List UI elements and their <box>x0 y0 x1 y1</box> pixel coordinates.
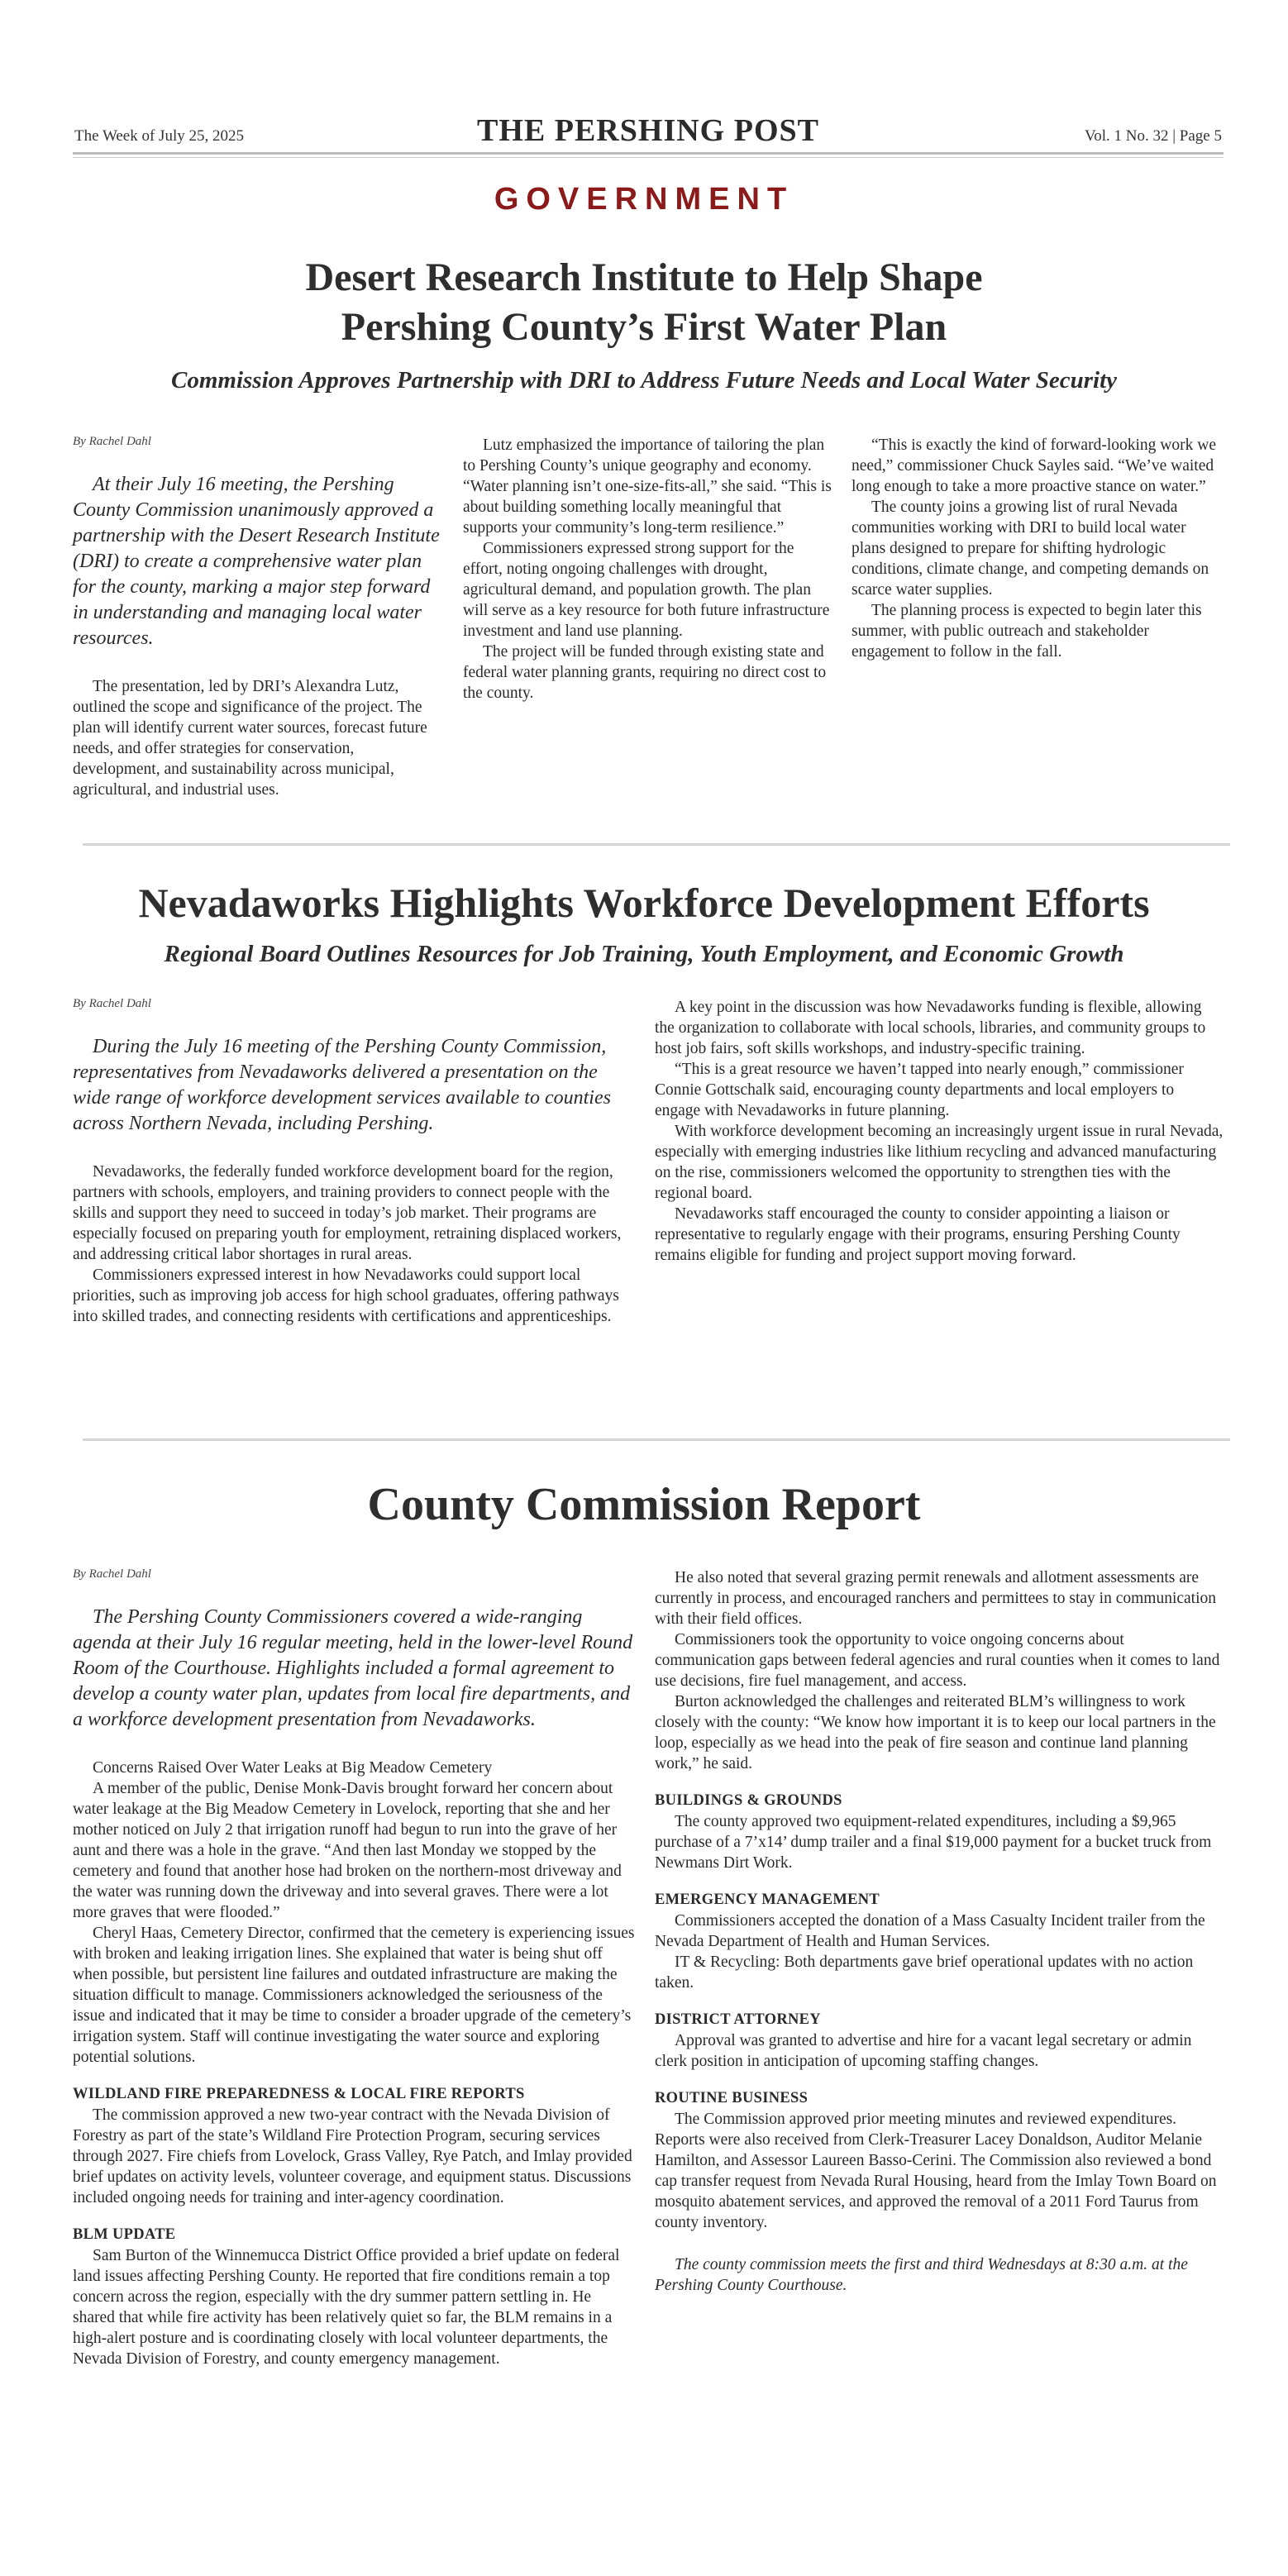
paragraph: Sam Burton of the Winnemucca District Office provided a brief update on federal land issues affecting Pershing County. He reported that fire conditions remain a top concern across the region, especially with the dry summer pattern settling in. He shared that while fire activity has been relatively quiet so far, the BLM remains in a high-alert posture and is coordinating closely with local volunteer departments, the Nevada Division of Forestry, and county emergency management. <box>73 2247 620 2368</box>
article3-column-2 <box>655 1567 1224 2296</box>
article2-lede: During the July 16 meeting of the Pershing County Commission, representatives from Nevadaworks delivered a presentation on the wide range of workforce development services available to counties across Northern Nevada, including Pershing. <box>73 1036 611 1134</box>
article1-byline: By Rachel Dahl <box>73 435 151 448</box>
article1-lede: At their July 16 meeting, the Pershing County Commission unanimously approved a partnership with the Desert Research Institute (DRI) to create a comprehensive water plan for the county, marking a major step forward in understanding and managing local water resources. <box>73 474 440 649</box>
paragraph: Commissioners accepted the donation of a Mass Casualty Incident trailer from the Nevada Department of Health and Human Services. <box>655 1912 1205 1950</box>
article1-column-1 <box>73 435 445 800</box>
paragraph: A key point in the discussion was how Nevadaworks funding is flexible, allowing the organization to collaborate with local schools, libraries, and community groups to host job fairs, soft skills workshops, and industry-specific training. <box>655 999 1206 1057</box>
article3-body-1 <box>73 1758 635 2369</box>
paragraph: Nevadaworks, the federally funded workforce development board for the region, partners with schools, employers, and training providers to connect people with the skills and support they need to succeed in today’s job market. Their programs are especially focused on preparing youth for employment, retraining displaced workers, and addressing critical labor shortages in rural areas. <box>73 1163 622 1263</box>
paragraph: Lutz emphasized the importance of tailoring the plan to Pershing County’s unique geography and economy. “Water planning isn’t one-size-fits-all,” she said. “This is about building something locally meaningful that supports your community’s long-term resilience.” <box>463 436 832 537</box>
paragraph: IT & Recycling: Both departments gave brief operational updates with no action taken. <box>655 1953 1194 1992</box>
issue-date: The Week of July 25, 2025 <box>74 127 244 145</box>
routine-business-subhead: ROUTINE BUSINESS <box>655 2090 809 2106</box>
emergency-subhead: EMERGENCY MANAGEMENT <box>655 1891 880 1908</box>
paragraph: Commissioners expressed interest in how Nevadaworks could support local priorities, such as improving job access for high school graduates, offering pathways into skilled trades, and connecting residents with certifications and apprenticeships. <box>73 1267 619 1325</box>
article3-headline: County Commission Report <box>367 1479 921 1530</box>
section-divider <box>83 1438 1230 1441</box>
paragraph: “This is exactly the kind of forward-looking work we need,” commissioner Chuck Sayles said. “We’ve waited long enough to take a more proactive stance on water.” <box>852 436 1216 495</box>
article1-headline-line2: Pershing County’s First Water Plan <box>341 305 947 349</box>
article1-column-2 <box>463 435 832 704</box>
article2-dek: Regional Board Outlines Resources for Job Training, Youth Employment, and Economic Growth <box>164 941 1124 967</box>
article2-body-1 <box>73 1162 635 1327</box>
paragraph: Approval was granted to advertise and hire for a vacant legal secretary or admin clerk position in anticipation of upcoming staffing changes. <box>655 2032 1192 2070</box>
paragraph: The county joins a growing list of rural Nevada communities working with DRI to build local water plans designed to prepare for shifting hydrologic conditions, climate change, and competing demands on scarce water supplies. <box>852 499 1209 599</box>
paragraph: With workforce development becoming an increasingly urgent issue in rural Nevada, especially with emerging industries like lithium recycling and advanced manufacturing on the rise, commissioners welcomed the opportunity to strengthen ties with the regional board. <box>655 1123 1224 1202</box>
article2-headline: Nevadaworks Highlights Workforce Development Efforts <box>138 880 1150 926</box>
article1-body-1 <box>73 676 445 800</box>
article1-headline-line1: Desert Research Institute to Help Shape <box>305 255 983 299</box>
article3-byline: By Rachel Dahl <box>73 1567 151 1581</box>
buildings-subhead: BUILDINGS & GROUNDS <box>655 1792 842 1809</box>
newspaper-title: THE PERSHING POST <box>477 113 819 148</box>
paragraph: Burton acknowledged the challenges and reiterated BLM’s willingness to work closely with the county: “We know how important it is to keep our local partners in the loop, especially as we head into the peak of fire season and continue land planning work,” he said. <box>655 1693 1216 1772</box>
paragraph: The project will be funded through existing state and federal water planning grants, requiring no direct cost to the county. <box>463 643 827 702</box>
district-attorney-subhead: DISTRICT ATTORNEY <box>655 2011 821 2028</box>
paragraph: The presentation, led by DRI’s Alexandra Lutz, outlined the scope and significance of the project. The plan will identify current water sources, forecast future needs, and offer strategies for conservation, development, and sustainability across municipal, agricultural, and industrial uses. <box>73 678 427 799</box>
article2-byline: By Rachel Dahl <box>73 997 151 1010</box>
paragraph: He also noted that several grazing permit renewals and allotment assessments are currently in process, and encouraged ranchers and permittees to stay in communication with their field offices. <box>655 1569 1217 1628</box>
paragraph: The Commission approved prior meeting minutes and reviewed expenditures. Reports were also received from Clerk-Treasurer Lacey Donaldson, Auditor Melanie Hamilton, and Assessor Laureen Basso-Cerini. The Commission also reviewed a bond cap transfer request from Nevada Rural Housing, heard from the Imlay Town Board on mosquito abatement services, and approved the removal of a 2011 Ford Taurus from county inventory. <box>655 2111 1217 2231</box>
article2-column-1 <box>73 997 635 1327</box>
article2-column-2 <box>655 997 1224 1266</box>
fire-subhead: WILDLAND FIRE PREPAREDNESS & LOCAL FIRE REPORTS <box>73 2086 525 2102</box>
article3-column-1 <box>73 1567 635 2369</box>
paragraph: The county approved two equipment-related expenditures, including a $9,965 purchase of a 7’x14’ dump trailer and a final $19,000 payment for a bucket truck from Newmans Dirt Work. <box>655 1813 1212 1872</box>
article3-lede: The Pershing County Commissioners covered a wide-ranging agenda at their July 16 regular meeting, held in the lower-level Round Room of the Courthouse. Highlights included a formal agreement to develop a county water plan, updates from local fire departments, and a workforce development presentation from Nevadaworks. <box>73 1606 633 1730</box>
masthead <box>73 114 1224 150</box>
masthead-rule-thin <box>73 157 1224 158</box>
volume-page: Vol. 1 No. 32 | Page 5 <box>1084 127 1222 145</box>
article1-headline <box>0 253 1288 352</box>
masthead-rule <box>73 152 1224 155</box>
paragraph: A member of the public, Denise Monk-Davis brought forward her concern about water leakage at the Big Meadow Cemetery in Lovelock, reporting that she and her mother noticed on July 2 that irrigation runoff had begun to run into the grave of her aunt and there was a hole in the grave. “And then last Monday we stopped by the cemetery and found that another hose had broken on the northern-most driveway and the water was running down the driveway and into several graves. There were a lot more graves that were flooded.” <box>73 1780 622 1921</box>
article1-dek: Commission Approves Partnership with DRI to Address Future Needs and Local Water Security <box>170 367 1118 394</box>
blm-subhead: BLM UPDATE <box>73 2226 176 2243</box>
paragraph: Cheryl Haas, Cemetery Director, confirmed that the cemetery is experiencing issues with broken and leaking irrigation lines. She explained that water is being shut off when possible, but persistent line failures and outdated infrastructure are making the situation difficult to manage. Commissioners acknowledged the seriousness of the issue and indicated that it may be time to consider a broader upgrade of the cemetery’s irrigation system. Staff will continue investigating the water source and exploring potential solutions. <box>73 1925 635 2066</box>
paragraph: Commissioners expressed strong support for the effort, noting ongoing challenges with drought, agricultural demand, and population growth. The plan will serve as a key resource for both future infrastructure investment and land use planning. <box>463 540 830 640</box>
article1-column-3 <box>852 435 1224 662</box>
section-label: GOVERNMENT <box>494 182 794 217</box>
cemetery-title: Concerns Raised Over Water Leaks at Big Meadow Cemetery <box>93 1759 493 1777</box>
paragraph: “This is a great resource we haven’t tapped into nearly enough,” commissioner Connie Gottschalk said, encouraging county departments and local employers to engage with Nevadaworks in future planning. <box>655 1061 1184 1119</box>
paragraph: The commission approved a new two-year contract with the Nevada Division of Forestry as part of the state’s Wildland Fire Protection Program, securing services through 2027. Fire chiefs from Lovelock, Grass Valley, Rye Patch, and Imlay provided brief updates on activity levels, volunteer coverage, and equipment status. Discussions included ongoing needs for training and inter-agency coordination. <box>73 2106 632 2206</box>
meeting-schedule-note: The county commission meets the first and third Wednesdays at 8:30 a.m. at the Pershing County Courthouse. <box>655 2256 1188 2294</box>
paragraph: The planning process is expected to begin later this summer, with public outreach and stakeholder engagement to follow in the fall. <box>852 602 1202 661</box>
paragraph: Commissioners took the opportunity to voice ongoing concerns about communication gaps between federal agencies and rural counties when it comes to land use decisions, fire fuel management, and access. <box>655 1631 1220 1690</box>
paragraph: Nevadaworks staff encouraged the county to consider appointing a liaison or representative to regularly engage with their programs, ensuring Pershing County remains eligible for funding and project support moving forward. <box>655 1205 1181 1264</box>
section-divider <box>83 843 1230 846</box>
